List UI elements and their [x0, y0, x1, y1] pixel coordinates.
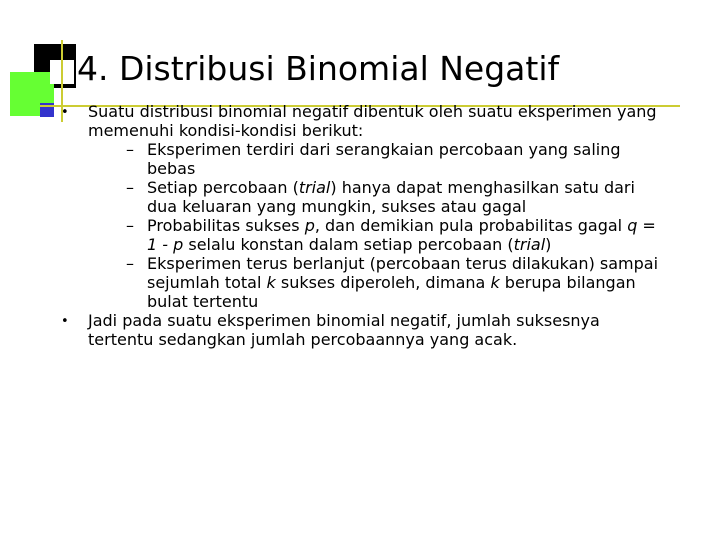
sub-point-text-middle2: selalu konstan dalam setiap percobaan (	[183, 235, 514, 254]
sub-point-2	[58, 178, 668, 216]
sub-point-italic-formula: q = 1 - p	[147, 216, 656, 254]
slide-title: 4. Distribusi Binomial Negatif	[77, 49, 560, 88]
sub-point-text-after: )	[545, 235, 552, 254]
bullet-mark: •	[61, 105, 69, 120]
sub-point-italic: trial	[298, 178, 331, 197]
sub-point-text-before: Probabilitas sukses	[147, 216, 305, 235]
sub-point-italic-trial: trial	[513, 235, 546, 254]
dash-mark: –	[126, 178, 134, 197]
sub-point-italic-k: k	[266, 273, 276, 292]
sub-point-4	[58, 254, 668, 311]
bullet-mark: •	[61, 314, 69, 329]
bullet-text: Jadi pada suatu eksperimen binomial negatif, jumlah suksesnya tertentu sedangkan jumlah percobaannya yang acak.	[88, 311, 600, 349]
sub-point-text-after: berupa bilangan bulat tertentu	[147, 273, 636, 311]
dash-mark: –	[126, 140, 134, 159]
sub-point-text-after: ) hanya dapat menghasilkan satu dari dua keluaran yang mungkin, sukses atau gagal	[147, 178, 635, 216]
bullet-point-2	[58, 311, 668, 349]
slide-body	[58, 102, 668, 349]
sub-point-text: Eksperimen terdiri dari serangkaian percobaan yang saling bebas	[147, 140, 621, 178]
dash-mark: –	[126, 254, 134, 273]
sub-point-italic-k2: k	[490, 273, 500, 292]
sub-point-text-middle: , dan demikian pula probabilitas gagal	[314, 216, 628, 235]
dash-mark: –	[126, 216, 134, 235]
sub-point-3	[58, 216, 668, 254]
sub-point-text-middle: sukses diperoleh, dimana	[275, 273, 491, 292]
sub-point-1	[58, 140, 668, 178]
sub-point-text-before: Eksperimen terus berlanjut (percobaan terus dilakukan) sampai sejumlah total	[147, 254, 659, 292]
sub-point-italic-p: p	[304, 216, 315, 235]
bullet-point-1	[58, 102, 668, 140]
bullet-text: Suatu distribusi binomial negatif dibentuk oleh suatu eksperimen yang memenuhi kondisi-kondisi berikut:	[88, 102, 657, 140]
sub-point-text-before: Setiap percobaan (	[147, 178, 299, 197]
